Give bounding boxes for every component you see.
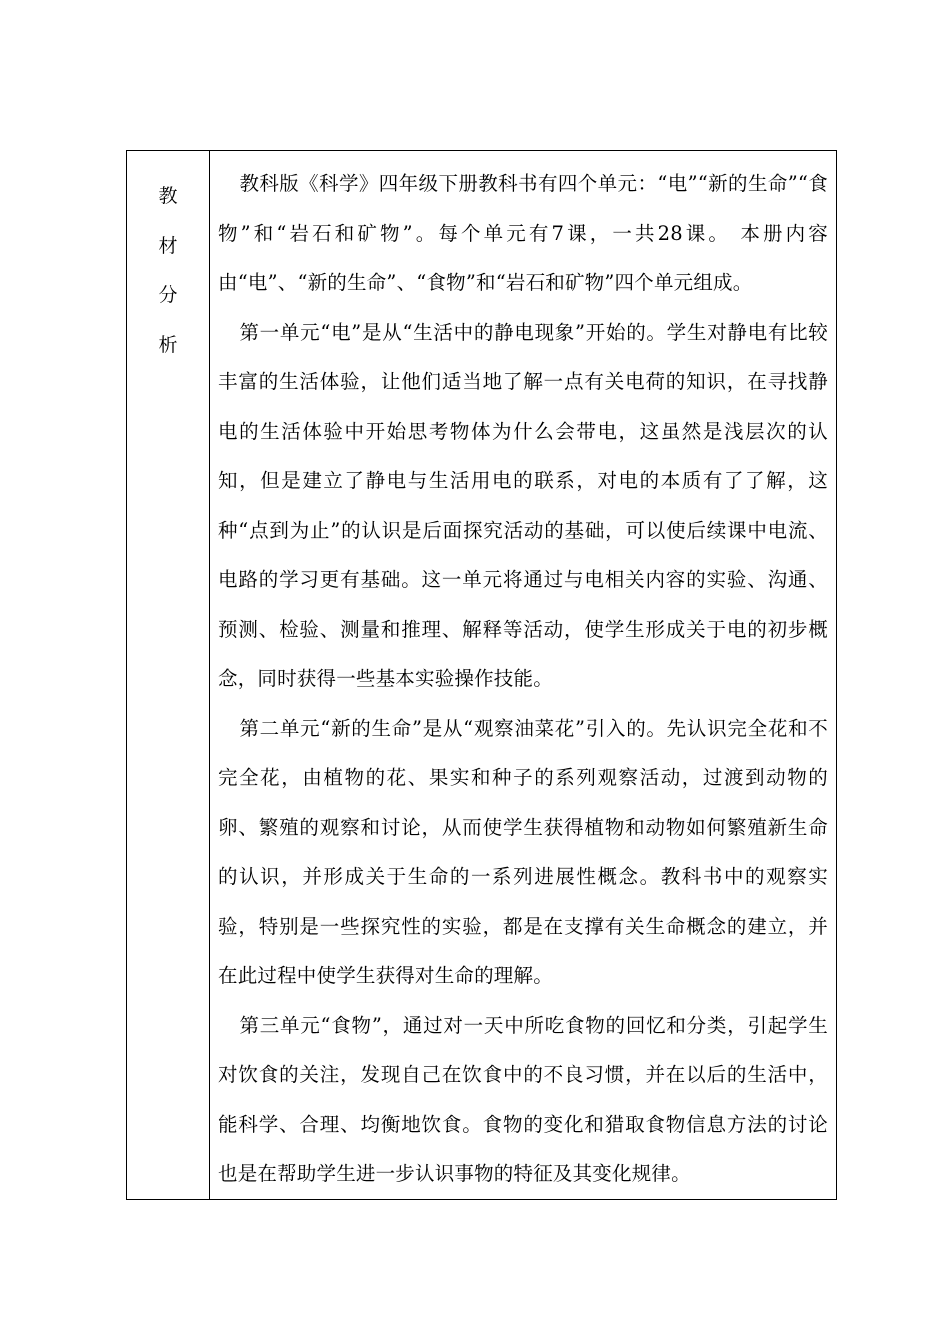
section-content — [210, 151, 836, 1199]
section-label-char: 教 — [158, 185, 178, 207]
section-content-cell — [210, 151, 837, 1200]
unit-one-paragraph: 第一单元“电”是从“生活中的静电现象”开始的。学生对静电有比较丰富的生活体验，让他们适当地了解一点有关电荷的知识，在寻找静电的生活体验中开始思考物体为什么会带电，这虽然是浅层次的认知，但是建立了静电与生活用电的联系，对电的本质有了了解，这种“点到为止”的认识是后面探究活动的基础，可以使后续课中电流、电路的学习更有基础。这一单元将通过与电相关内容的实验、沟通、预测、检验、测量和推理、解释等活动，使学生形成关于电的初步概念，同时获得一些基本实验操作技能。 — [218, 320, 828, 690]
section-label — [127, 151, 209, 370]
section-label-char: 材 — [158, 234, 178, 257]
unit-two-paragraph: 第二单元“新的生命”是从“观察油菜花”引入的。先认识完全花和不完全花，由植物的花、果实和种子的系列观察活动，过渡到动物的卵、繁殖的观察和讨论，从而使学生获得植物和动物如何繁殖新生命的认识，并形成关于生命的一系列进展性概念。教科书中的观察实验，特别是一些探究性的实验，都是在支撑有关生命概念的建立，并在此过程中使学生获得对生命的理解。 — [218, 716, 828, 987]
table-row — [127, 151, 837, 1200]
section-label-char: 析 — [158, 333, 178, 356]
unit-three-paragraph: 第三单元“食物”，通过对一天中所吃食物的回忆和分类，引起学生对饮食的关注，发现自己在饮食中的不良习惯，并在以后的生活中，能科学、合理、均衡地饮食。食物的变化和猎取食物信息方法的讨论也是在帮助学生进一步认识事物的特征及其变化规律。 — [218, 1013, 828, 1185]
teaching-material-analysis-table — [126, 150, 837, 1200]
section-label-cell — [127, 151, 210, 1200]
section-label-char: 分 — [158, 284, 178, 306]
intro-paragraph: 教科版《科学》四年级下册教科书有四个单元：“电”“新的生命”“食物”和“岩石和矿物”。每个单元有7课，一共28课。 本册内容由“电”、“新的生命”、“食物”和“岩石和矿物”四个单元组成。 — [218, 172, 828, 294]
